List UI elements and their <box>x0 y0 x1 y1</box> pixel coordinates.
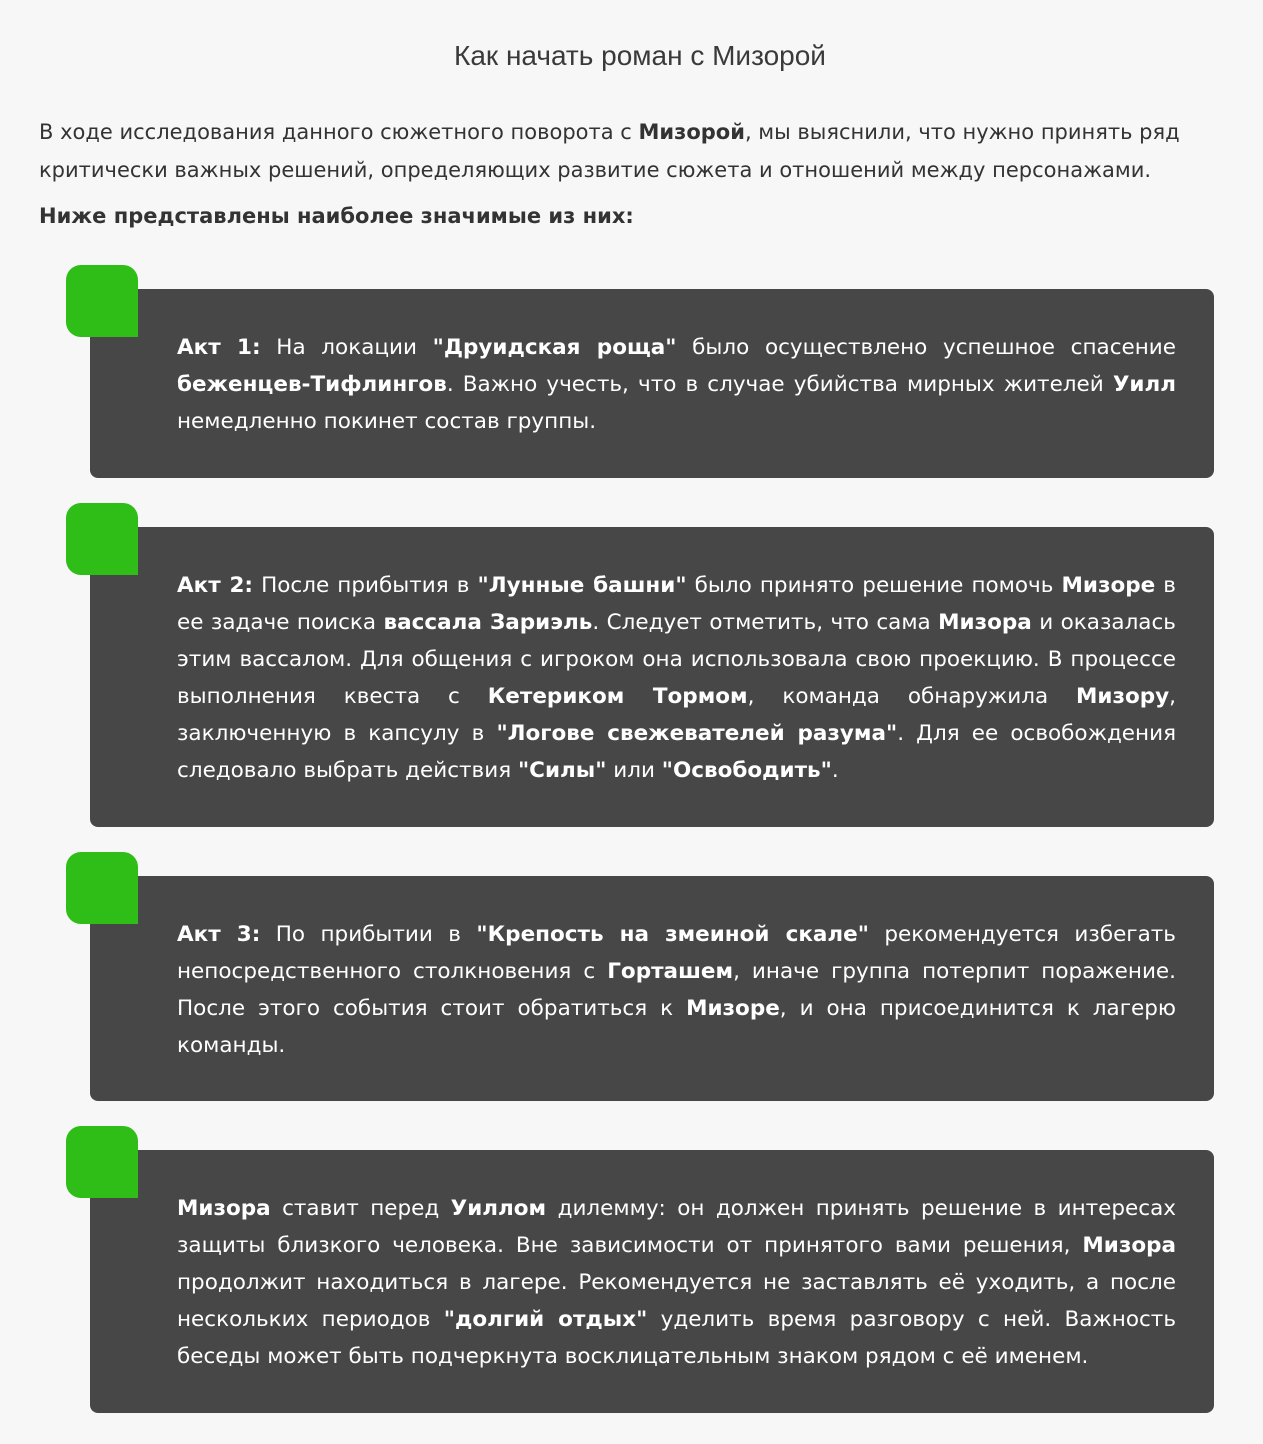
bold-text: "долгий отдых" <box>443 1307 648 1332</box>
text-segment: , и она присоединится к лагерю команды. <box>177 996 1176 1058</box>
bold-text: "Силы" <box>517 758 607 783</box>
bold-text: Акт 3: <box>177 922 261 947</box>
text-segment: По прибытии в <box>260 922 477 947</box>
bold-text: Акт 1: <box>177 335 261 360</box>
bold-text: Горташем <box>607 959 734 984</box>
text-segment: , мы выяснили, что нужно принять ряд критически важных решений, определяющих развитие сюжета и отношений между персонажами. <box>39 120 1180 182</box>
text-segment: . Важно учесть, что в случае убийства мирных жителей <box>446 372 1113 397</box>
act-1-card <box>90 289 1214 478</box>
card-text <box>177 916 1176 1064</box>
bold-text: Мизора <box>177 1196 271 1221</box>
card-text <box>177 329 1176 440</box>
card-text <box>177 1190 1176 1375</box>
bold-text: "Друидская роща" <box>432 335 677 360</box>
text-segment: ставит перед <box>270 1196 451 1221</box>
text-segment: рекомендуется избегать непосредственного столкновения с <box>177 922 1176 984</box>
text-segment: . Следует отметить, что сама <box>592 610 939 635</box>
bold-text: Мизора <box>1082 1233 1176 1258</box>
bold-text: вассала Зариэль <box>383 610 593 635</box>
green-marker-icon <box>66 852 138 924</box>
bold-text: Кетериком Тормом <box>487 684 748 709</box>
text-segment: и оказалась этим вассалом. Для общения с игроком она использовала свою проекцию. В процессе выполнения квеста с <box>177 610 1176 709</box>
bold-text: Мизору <box>1076 684 1170 709</box>
bold-text: Мизора <box>938 610 1032 635</box>
text-segment: На локации <box>260 335 433 360</box>
act-2-card <box>90 527 1214 827</box>
bold-text: Мизоре <box>686 996 780 1021</box>
text-segment: . <box>831 758 839 783</box>
subheading: Ниже представлены наиболее значимые из них: <box>39 204 634 228</box>
bold-text: "Освободить" <box>661 758 832 783</box>
text-segment: , команда обнаружила <box>747 684 1077 709</box>
text-segment: или <box>606 758 662 783</box>
green-marker-icon <box>66 265 138 337</box>
text-segment: было осуществлено успешное спасение <box>676 335 1176 360</box>
text-segment: в ее задаче поиска <box>177 573 1176 635</box>
text-segment: . Для ее освобождения следовало выбрать действия <box>177 721 1177 783</box>
bold-text: "Логове свежевателей разума" <box>496 721 898 746</box>
card-text <box>177 567 1176 789</box>
text-segment: дилемму: он должен принять решение в интересах защиты близкого человека. Вне зависимости от принятого вами решения, <box>177 1196 1176 1258</box>
text-segment: В ходе исследования данного сюжетного поворота с <box>39 120 639 144</box>
page-title: Как начать роман с Мизорой <box>454 40 826 71</box>
bold-text: "Лунные башни" <box>477 573 687 598</box>
text-segment: , иначе группа потерпит поражение. После этого события стоит обратиться к <box>177 959 1176 1021</box>
text-segment: было принято решение помочь <box>686 573 1062 598</box>
text-segment: , заключенную в капсулу в <box>177 684 1176 746</box>
text-segment: немедленно покинет состав группы. <box>177 409 597 434</box>
text-segment: После прибытия в <box>253 573 478 598</box>
bold-text: Акт 2: <box>177 573 253 598</box>
green-marker-icon <box>66 1126 138 1198</box>
green-marker-icon <box>66 503 138 575</box>
bold-text: Мизоре <box>1061 573 1156 598</box>
act-3-card <box>90 876 1214 1101</box>
intro-paragraph <box>39 113 1254 189</box>
text-segment: продолжит находиться в лагере. Рекомендуется не заставлять её уходить, а после нескольких периодов <box>177 1270 1176 1332</box>
bold-text: "Крепость на змеиной скале" <box>476 922 869 947</box>
text-segment: уделить время разговору с ней. Важность беседы может быть подчеркнута восклицательным знаком рядом с её именем. <box>177 1307 1176 1369</box>
bold-text: Уилл <box>1112 372 1176 397</box>
romance-card <box>90 1150 1214 1413</box>
bold-text: Мизорой <box>638 120 745 144</box>
bold-text: беженцев-Тифлингов <box>177 372 447 397</box>
bold-text: Уиллом <box>450 1196 547 1221</box>
